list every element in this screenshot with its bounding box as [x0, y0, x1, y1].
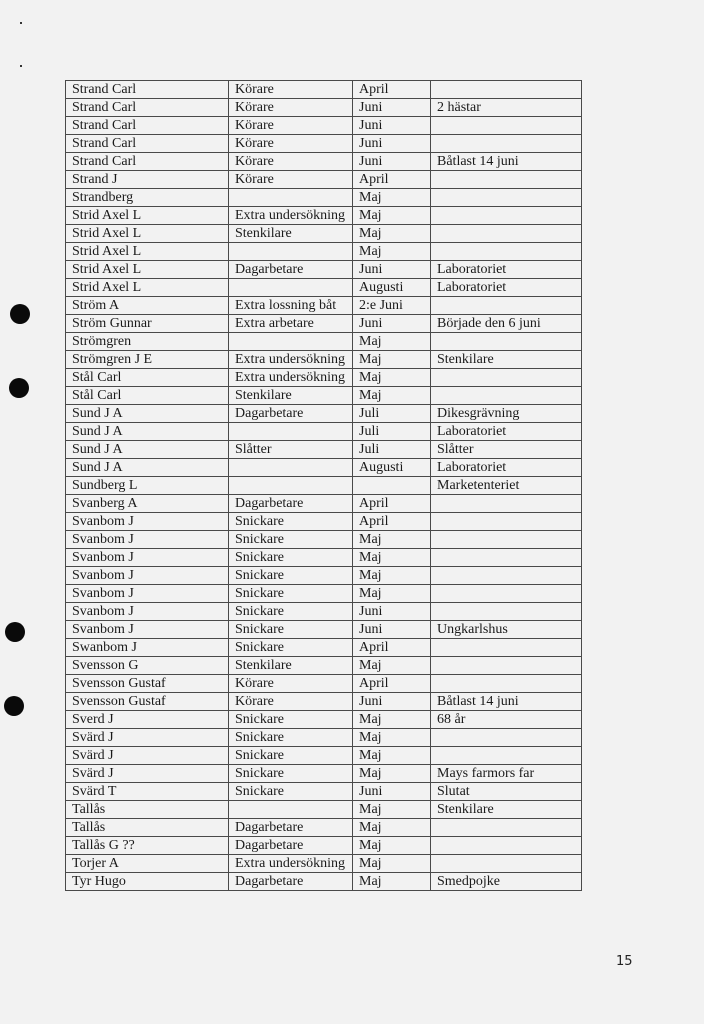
month-cell [353, 477, 431, 495]
role-cell: Stenkilare [229, 225, 353, 243]
role-cell: Extra undersökning [229, 207, 353, 225]
table-row [66, 693, 582, 711]
month-cell: Juni [353, 783, 431, 801]
table-row [66, 333, 582, 351]
name-cell: Sund J A [66, 405, 229, 423]
note-cell [431, 243, 582, 261]
table-row [66, 765, 582, 783]
table-row [66, 621, 582, 639]
name-cell: Svanbom J [66, 585, 229, 603]
note-cell: Smedpojke [431, 873, 582, 891]
note-cell [431, 819, 582, 837]
note-cell [431, 747, 582, 765]
month-cell: Maj [353, 567, 431, 585]
name-cell: Strömgren [66, 333, 229, 351]
month-cell: Augusti [353, 459, 431, 477]
month-cell: Maj [353, 549, 431, 567]
note-cell [431, 117, 582, 135]
name-cell: Sund J A [66, 459, 229, 477]
table-row [66, 819, 582, 837]
table-row [66, 297, 582, 315]
month-cell: Maj [353, 189, 431, 207]
role-cell: Dagarbetare [229, 873, 353, 891]
note-cell [431, 333, 582, 351]
name-cell: Strid Axel L [66, 279, 229, 297]
month-cell: Maj [353, 873, 431, 891]
punch-hole [4, 696, 24, 716]
note-cell [431, 855, 582, 873]
name-cell: Strandberg [66, 189, 229, 207]
name-cell: Sund J A [66, 423, 229, 441]
name-cell: Svensson Gustaf [66, 675, 229, 693]
table-row [66, 99, 582, 117]
note-cell: 68 år [431, 711, 582, 729]
note-cell [431, 585, 582, 603]
table-row [66, 729, 582, 747]
name-cell: Svanbom J [66, 567, 229, 585]
table-row [66, 747, 582, 765]
role-cell: Körare [229, 81, 353, 99]
role-cell: Snickare [229, 639, 353, 657]
name-cell: Svanbom J [66, 531, 229, 549]
note-cell: Slutat [431, 783, 582, 801]
table-row [66, 513, 582, 531]
role-cell [229, 333, 353, 351]
table-row [66, 207, 582, 225]
name-cell: Svanbom J [66, 513, 229, 531]
month-cell: Maj [353, 711, 431, 729]
note-cell: Slåtter [431, 441, 582, 459]
table-row [66, 351, 582, 369]
month-cell: Maj [353, 585, 431, 603]
table-row [66, 315, 582, 333]
month-cell: Juli [353, 423, 431, 441]
table-row [66, 639, 582, 657]
name-cell: Svärd J [66, 747, 229, 765]
name-cell: Tallås G ?? [66, 837, 229, 855]
month-cell: Augusti [353, 279, 431, 297]
table-row [66, 531, 582, 549]
name-cell: Svärd T [66, 783, 229, 801]
month-cell: Maj [353, 747, 431, 765]
note-cell: Mays farmors far [431, 765, 582, 783]
role-cell [229, 243, 353, 261]
register-body [66, 81, 582, 891]
name-cell: Svärd J [66, 729, 229, 747]
table-row [66, 567, 582, 585]
note-cell [431, 207, 582, 225]
note-cell: Båtlast 14 juni [431, 153, 582, 171]
register-table [65, 80, 582, 891]
month-cell: April [353, 81, 431, 99]
month-cell: Maj [353, 387, 431, 405]
note-cell [431, 603, 582, 621]
note-cell [431, 495, 582, 513]
table-row [66, 459, 582, 477]
month-cell: Maj [353, 351, 431, 369]
note-cell: 2 hästar [431, 99, 582, 117]
month-cell: Maj [353, 225, 431, 243]
role-cell: Körare [229, 693, 353, 711]
table-row [66, 657, 582, 675]
table-row [66, 603, 582, 621]
name-cell: Svanbom J [66, 621, 229, 639]
table-row [66, 549, 582, 567]
month-cell: Juli [353, 441, 431, 459]
note-cell [431, 531, 582, 549]
role-cell: Snickare [229, 783, 353, 801]
note-cell [431, 225, 582, 243]
name-cell: Stål Carl [66, 369, 229, 387]
role-cell: Dagarbetare [229, 495, 353, 513]
note-cell [431, 567, 582, 585]
month-cell: Maj [353, 819, 431, 837]
month-cell: April [353, 639, 431, 657]
role-cell: Körare [229, 135, 353, 153]
punch-hole [5, 622, 25, 642]
role-cell: Snickare [229, 567, 353, 585]
note-cell: Dikesgrävning [431, 405, 582, 423]
role-cell: Snickare [229, 765, 353, 783]
table-row [66, 855, 582, 873]
table-row [66, 225, 582, 243]
note-cell: Laboratoriet [431, 423, 582, 441]
month-cell: Juni [353, 135, 431, 153]
role-cell: Stenkilare [229, 657, 353, 675]
note-cell [431, 81, 582, 99]
punch-hole [10, 304, 30, 324]
role-cell: Snickare [229, 531, 353, 549]
punch-hole [9, 378, 29, 398]
role-cell: Extra undersökning [229, 855, 353, 873]
table-row [66, 153, 582, 171]
role-cell: Snickare [229, 747, 353, 765]
note-cell [431, 639, 582, 657]
month-cell: Maj [353, 369, 431, 387]
month-cell: Juni [353, 315, 431, 333]
note-cell [431, 387, 582, 405]
table-row [66, 243, 582, 261]
role-cell: Extra undersökning [229, 351, 353, 369]
table-row [66, 81, 582, 99]
name-cell: Ström A [66, 297, 229, 315]
month-cell: Juni [353, 153, 431, 171]
role-cell [229, 801, 353, 819]
table-row [66, 837, 582, 855]
role-cell: Körare [229, 99, 353, 117]
name-cell: Strid Axel L [66, 261, 229, 279]
name-cell: Svanbom J [66, 549, 229, 567]
month-cell: Maj [353, 765, 431, 783]
table-row [66, 441, 582, 459]
name-cell: Stål Carl [66, 387, 229, 405]
month-cell: Maj [353, 207, 431, 225]
note-cell [431, 171, 582, 189]
note-cell [431, 513, 582, 531]
role-cell: Snickare [229, 729, 353, 747]
role-cell: Dagarbetare [229, 405, 353, 423]
role-cell: Körare [229, 153, 353, 171]
note-cell [431, 675, 582, 693]
name-cell: Strand Carl [66, 99, 229, 117]
month-cell: April [353, 495, 431, 513]
table-row [66, 387, 582, 405]
name-cell: Swanbom J [66, 639, 229, 657]
month-cell: Maj [353, 855, 431, 873]
name-cell: Strand Carl [66, 135, 229, 153]
month-cell: Juni [353, 603, 431, 621]
role-cell: Snickare [229, 711, 353, 729]
role-cell: Dagarbetare [229, 261, 353, 279]
role-cell: Körare [229, 117, 353, 135]
name-cell: Strid Axel L [66, 207, 229, 225]
note-cell [431, 369, 582, 387]
note-cell: Ungkarlshus [431, 621, 582, 639]
note-cell [431, 549, 582, 567]
role-cell: Extra undersökning [229, 369, 353, 387]
note-cell: Båtlast 14 juni [431, 693, 582, 711]
role-cell: Slåtter [229, 441, 353, 459]
note-cell [431, 837, 582, 855]
note-cell [431, 297, 582, 315]
month-cell: 2:e Juni [353, 297, 431, 315]
month-cell: April [353, 171, 431, 189]
table-row [66, 495, 582, 513]
name-cell: Strand J [66, 171, 229, 189]
name-cell: Strand Carl [66, 153, 229, 171]
role-cell: Dagarbetare [229, 837, 353, 855]
month-cell: Maj [353, 243, 431, 261]
month-cell: Maj [353, 801, 431, 819]
name-cell: Svensson G [66, 657, 229, 675]
note-cell [431, 657, 582, 675]
role-cell: Snickare [229, 621, 353, 639]
name-cell: Strömgren J E [66, 351, 229, 369]
table-row [66, 711, 582, 729]
month-cell: Maj [353, 657, 431, 675]
name-cell: Svanbom J [66, 603, 229, 621]
month-cell: Maj [353, 729, 431, 747]
month-cell: Juli [353, 405, 431, 423]
role-cell: Körare [229, 675, 353, 693]
name-cell: Strand Carl [66, 117, 229, 135]
table-row [66, 585, 582, 603]
table-row [66, 135, 582, 153]
note-cell: Marketenteriet [431, 477, 582, 495]
role-cell [229, 189, 353, 207]
name-cell: Tyr Hugo [66, 873, 229, 891]
note-cell [431, 135, 582, 153]
month-cell: Juni [353, 99, 431, 117]
note-cell: Laboratoriet [431, 261, 582, 279]
role-cell [229, 423, 353, 441]
month-cell: April [353, 675, 431, 693]
month-cell: April [353, 513, 431, 531]
role-cell: Stenkilare [229, 387, 353, 405]
table-row [66, 171, 582, 189]
table-row [66, 783, 582, 801]
name-cell: Strid Axel L [66, 225, 229, 243]
note-cell [431, 729, 582, 747]
month-cell: Juni [353, 261, 431, 279]
name-cell: Strand Carl [66, 81, 229, 99]
name-cell: Sverd J [66, 711, 229, 729]
scan-speck [20, 22, 22, 24]
month-cell: Juni [353, 117, 431, 135]
role-cell [229, 477, 353, 495]
table-row [66, 477, 582, 495]
table-row [66, 189, 582, 207]
month-cell: Maj [353, 333, 431, 351]
role-cell: Snickare [229, 549, 353, 567]
note-cell: Laboratoriet [431, 279, 582, 297]
name-cell: Tallås [66, 801, 229, 819]
table-row [66, 405, 582, 423]
name-cell: Svanberg A [66, 495, 229, 513]
name-cell: Sundberg L [66, 477, 229, 495]
name-cell: Sund J A [66, 441, 229, 459]
role-cell: Extra arbetare [229, 315, 353, 333]
note-cell: Stenkilare [431, 351, 582, 369]
role-cell [229, 459, 353, 477]
month-cell: Juni [353, 621, 431, 639]
role-cell [229, 279, 353, 297]
role-cell: Snickare [229, 603, 353, 621]
name-cell: Ström Gunnar [66, 315, 229, 333]
month-cell: Juni [353, 693, 431, 711]
role-cell: Körare [229, 171, 353, 189]
role-cell: Dagarbetare [229, 819, 353, 837]
table-row [66, 261, 582, 279]
table-row [66, 369, 582, 387]
month-cell: Maj [353, 837, 431, 855]
role-cell: Snickare [229, 513, 353, 531]
note-cell: Laboratoriet [431, 459, 582, 477]
role-cell: Snickare [229, 585, 353, 603]
table-row [66, 801, 582, 819]
note-cell [431, 189, 582, 207]
name-cell: Svärd J [66, 765, 229, 783]
table-row [66, 117, 582, 135]
month-cell: Maj [353, 531, 431, 549]
table-row [66, 423, 582, 441]
name-cell: Tallås [66, 819, 229, 837]
page-number: 15 [616, 954, 633, 969]
note-cell: Stenkilare [431, 801, 582, 819]
scan-speck [20, 65, 22, 67]
table-row [66, 873, 582, 891]
role-cell: Extra lossning båt [229, 297, 353, 315]
note-cell: Började den 6 juni [431, 315, 582, 333]
table-row [66, 675, 582, 693]
name-cell: Strid Axel L [66, 243, 229, 261]
name-cell: Torjer A [66, 855, 229, 873]
name-cell: Svensson Gustaf [66, 693, 229, 711]
table-row [66, 279, 582, 297]
